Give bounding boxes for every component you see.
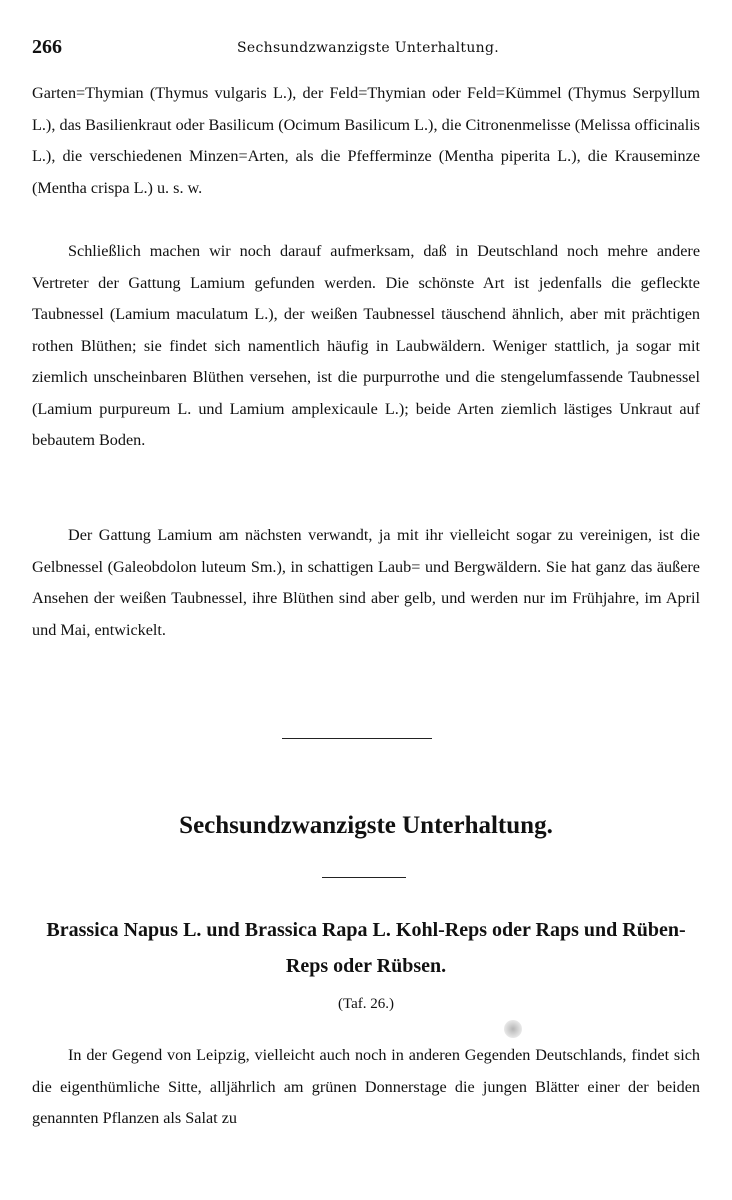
paragraph-continuation: [32, 78, 700, 204]
paragraph-lamium-relatives: [32, 236, 700, 457]
chapter-title: Brassica Napus L. und Brassica Rapa L. Kohl-Reps oder Raps und Rüben-Reps oder Rübsen.: [46, 919, 686, 977]
paragraph-leipzig-custom: [32, 1040, 700, 1135]
running-title: Sechsundzwanzigste Unterhaltung.: [237, 40, 499, 56]
paragraph-text: Der Gattung Lamium am nächsten verwandt, ja mit ihr vielleicht sogar zu vereinigen, ist die Gelbnessel (Galeobdolon luteum Sm.), in schattigen Laub= und Bergwäldern. Sie hat ganz das äußere Ansehen der weißen Taubnessel, ihre Blüthen sind aber gelb, und werden nur im Frühjahre, im April und Mai, entwickelt.: [32, 526, 700, 639]
paragraph-text: In der Gegend von Leipzig, vielleicht auch noch in anderen Gegenden Deutschlands, findet sich die eigenthümliche Sitte, alljährlich am grünen Donnerstage die jungen Blätter einer der beiden genannten Pflanzen als Salat zu: [32, 1046, 700, 1127]
ink-smudge: [504, 1020, 522, 1038]
running-head: [32, 36, 704, 66]
paragraph-text: Garten=Thymian (Thymus vulgaris L.), der Feld=Thymian oder Feld=Kümmel (Thymus Serpyllum L.), das Basilienkraut oder Basilicum (Ocimum Basilicum L.), die Citronenmelisse (Melissa officinalis L.), die verschiedenen Minzen=Arten, als die Pfefferminze (Mentha piperita L.), die Krauseminze (Mentha crispa L.) u. s. w.: [32, 84, 700, 197]
heading-divider: [322, 877, 406, 878]
section-divider: [282, 738, 432, 739]
paragraph-galeobdolon: [32, 520, 700, 646]
section-heading: Sechsundzwanzigste Unterhaltung.: [179, 812, 553, 839]
plate-reference: (Taf. 26.): [337, 996, 394, 1012]
paragraph-text: Schließlich machen wir noch darauf aufmerksam, daß in Deutschland noch mehre andere Vertreter der Gattung Lamium gefunden werden. Die schönste Art ist jedenfalls die gefleckte Taubnessel (Lamium maculatum L.), der weißen Taubnessel täuschend ähnlich, aber mit prächtigen rothen Blüthen; sie findet sich namentlich häufig in Laubwäldern. Weniger stattlich, ja sogar mit ziemlich unscheinbaren Blüthen versehen, ist die purpurrothe und die stengelumfassende Taubnessel (Lamium purpureum L. und Lamium amplexicaule L.); beide Arten ziemlich lästiges Unkraut auf bebautem Boden.: [32, 242, 700, 449]
page-number: 266: [32, 36, 62, 58]
